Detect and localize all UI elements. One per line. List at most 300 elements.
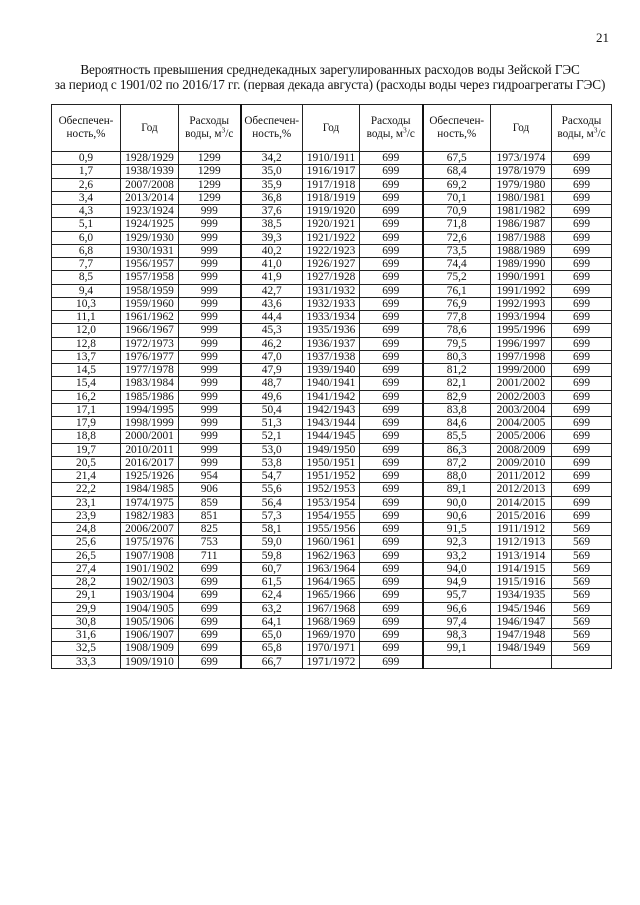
cell-flow: 999	[179, 337, 241, 350]
cell-year: 1929/1930	[121, 231, 179, 244]
cell-year: 2004/2005	[491, 417, 552, 430]
cell-probability: 32,5	[52, 642, 121, 655]
cell-probability: 25,6	[52, 536, 121, 549]
cell-flow: 699	[360, 562, 423, 575]
cell-probability: 45,3	[241, 324, 303, 337]
table-row	[52, 509, 612, 522]
cell-probability: 95,7	[423, 589, 491, 602]
table-row	[52, 589, 612, 602]
cell-probability: 76,9	[423, 297, 491, 310]
cell-probability: 59,8	[241, 549, 303, 562]
cell-probability: 97,4	[423, 615, 491, 628]
cell-probability: 70,1	[423, 191, 491, 204]
document-title	[40, 62, 620, 92]
cell-flow: 699	[360, 297, 423, 310]
cell-probability: 55,6	[241, 483, 303, 496]
cell-flow: 699	[179, 562, 241, 575]
cell-probability: 53,8	[241, 456, 303, 469]
cell-year: 1956/1957	[121, 258, 179, 271]
cell-probability: 79,5	[423, 337, 491, 350]
cell-probability: 27,4	[52, 562, 121, 575]
page-number: 21	[596, 30, 609, 45]
cell-flow: 699	[360, 443, 423, 456]
cell-year: 1959/1960	[121, 297, 179, 310]
cell-year: 1954/1955	[303, 509, 360, 522]
cell-year: 1938/1939	[121, 165, 179, 178]
table-row	[52, 311, 612, 324]
cell-probability: 90,0	[423, 496, 491, 509]
cell-year: 1905/1906	[121, 615, 179, 628]
table-row	[52, 629, 612, 642]
cell-year: 1920/1921	[303, 218, 360, 231]
cell-flow: 999	[179, 364, 241, 377]
cell-flow: 699	[360, 205, 423, 218]
cell-flow: 569	[552, 602, 612, 615]
cell-year: 1922/1923	[303, 244, 360, 257]
cell-flow: 825	[179, 523, 241, 536]
cell-year: 1989/1990	[491, 258, 552, 271]
cell-flow: 999	[179, 244, 241, 257]
table-row	[52, 536, 612, 549]
cell-flow: 753	[179, 536, 241, 549]
cell-year: 1955/1956	[303, 523, 360, 536]
cell-probability: 66,7	[241, 655, 303, 668]
cell-year: 1990/1991	[491, 271, 552, 284]
cell-probability: 70,9	[423, 205, 491, 218]
cell-year: 2014/2015	[491, 496, 552, 509]
cell-probability: 72,6	[423, 231, 491, 244]
cell-flow: 699	[360, 311, 423, 324]
cell-probability: 52,1	[241, 430, 303, 443]
table-row	[52, 443, 612, 456]
cell-flow: 699	[552, 178, 612, 191]
header-flow: Расходы воды, $м^3/с$	[360, 105, 423, 152]
cell-flow: 699	[552, 324, 612, 337]
cell-probability: 36,8	[241, 191, 303, 204]
cell-flow: 1299	[179, 165, 241, 178]
cell-probability: 75,2	[423, 271, 491, 284]
cell-flow: 699	[552, 231, 612, 244]
table-row	[52, 218, 612, 231]
cell-year: 1913/1914	[491, 549, 552, 562]
cell-flow: 699	[552, 271, 612, 284]
cell-probability: 94,9	[423, 576, 491, 589]
cell-flow: 699	[552, 284, 612, 297]
cell-year: 1911/1912	[491, 523, 552, 536]
cell-year	[491, 655, 552, 668]
cell-flow: 711	[179, 549, 241, 562]
cell-flow: 699	[360, 629, 423, 642]
cell-probability: 35,9	[241, 178, 303, 191]
cell-year: 1925/1926	[121, 470, 179, 483]
cell-year: 1983/1984	[121, 377, 179, 390]
cell-flow: 699	[552, 218, 612, 231]
table-row	[52, 483, 612, 496]
cell-probability: 18,8	[52, 430, 121, 443]
cell-flow: 699	[360, 364, 423, 377]
cell-year: 1907/1908	[121, 549, 179, 562]
table-row	[52, 231, 612, 244]
header-year: Год	[491, 105, 552, 152]
cell-year: 1923/1924	[121, 205, 179, 218]
cell-flow: 699	[552, 205, 612, 218]
cell-flow: 569	[552, 549, 612, 562]
cell-probability: 99,1	[423, 642, 491, 655]
cell-probability: 23,9	[52, 509, 121, 522]
cell-year: 2001/2002	[491, 377, 552, 390]
cell-probability: 8,5	[52, 271, 121, 284]
cell-year: 1992/1993	[491, 297, 552, 310]
table-row	[52, 390, 612, 403]
cell-probability: 67,5	[423, 152, 491, 165]
table-row	[52, 205, 612, 218]
cell-flow: 999	[179, 430, 241, 443]
probability-table	[51, 104, 612, 669]
cell-flow: 999	[179, 258, 241, 271]
cell-probability: 30,8	[52, 615, 121, 628]
cell-flow: 954	[179, 470, 241, 483]
cell-probability: 19,7	[52, 443, 121, 456]
cell-year: 1991/1992	[491, 284, 552, 297]
cell-year: 1973/1974	[491, 152, 552, 165]
cell-year: 1957/1958	[121, 271, 179, 284]
cell-flow: 1299	[179, 178, 241, 191]
cell-flow: 699	[552, 403, 612, 416]
cell-year: 1902/1903	[121, 576, 179, 589]
table-row	[52, 576, 612, 589]
cell-year: 2000/2001	[121, 430, 179, 443]
cell-probability: 53,0	[241, 443, 303, 456]
cell-year: 1999/2000	[491, 364, 552, 377]
header-flow: Расходы воды, $м^3/с$	[552, 105, 612, 152]
cell-year: 1948/1949	[491, 642, 552, 655]
cell-flow: 569	[552, 562, 612, 575]
cell-probability: 16,2	[52, 390, 121, 403]
cell-flow: 699	[360, 523, 423, 536]
cell-probability: 80,3	[423, 350, 491, 363]
table-row	[52, 258, 612, 271]
table-row	[52, 655, 612, 668]
cell-year: 1937/1938	[303, 350, 360, 363]
cell-flow: 699	[552, 377, 612, 390]
cell-probability: 96,6	[423, 602, 491, 615]
cell-flow: 999	[179, 297, 241, 310]
cell-year: 1921/1922	[303, 231, 360, 244]
cell-probability: 65,8	[241, 642, 303, 655]
cell-probability: 57,3	[241, 509, 303, 522]
cell-flow: 699	[552, 443, 612, 456]
cell-flow: 699	[360, 655, 423, 668]
cell-probability: 46,2	[241, 337, 303, 350]
cell-flow: 699	[552, 456, 612, 469]
cell-flow: 699	[360, 258, 423, 271]
cell-flow: 699	[552, 337, 612, 350]
cell-probability: 94,0	[423, 562, 491, 575]
cell-probability: 71,8	[423, 218, 491, 231]
cell-flow: 569	[552, 589, 612, 602]
cell-probability: 48,7	[241, 377, 303, 390]
cell-year: 1930/1931	[121, 244, 179, 257]
cell-year: 1936/1937	[303, 337, 360, 350]
cell-flow: 699	[552, 496, 612, 509]
cell-year: 1934/1935	[491, 589, 552, 602]
cell-probability: 84,6	[423, 417, 491, 430]
cell-probability: 60,7	[241, 562, 303, 575]
cell-year: 1903/1904	[121, 589, 179, 602]
cell-year: 1953/1954	[303, 496, 360, 509]
cell-year: 1950/1951	[303, 456, 360, 469]
cell-year: 2005/2006	[491, 430, 552, 443]
cell-year: 1996/1997	[491, 337, 552, 350]
cell-probability: 58,1	[241, 523, 303, 536]
cell-year: 1980/1981	[491, 191, 552, 204]
cell-flow: 699	[552, 364, 612, 377]
cell-year: 1949/1950	[303, 443, 360, 456]
cell-year: 1987/1988	[491, 231, 552, 244]
cell-flow: 699	[552, 509, 612, 522]
cell-flow: 699	[360, 337, 423, 350]
header-year: Год	[121, 105, 179, 152]
cell-probability: 87,2	[423, 456, 491, 469]
cell-year: 2010/2011	[121, 443, 179, 456]
table-row	[52, 165, 612, 178]
cell-probability: 86,3	[423, 443, 491, 456]
cell-year: 1978/1979	[491, 165, 552, 178]
cell-flow: 699	[552, 483, 612, 496]
cell-year: 1906/1907	[121, 629, 179, 642]
cell-year: 2002/2003	[491, 390, 552, 403]
cell-probability: 49,6	[241, 390, 303, 403]
cell-year: 1944/1945	[303, 430, 360, 443]
cell-probability: 31,6	[52, 629, 121, 642]
cell-flow: 699	[360, 390, 423, 403]
cell-year: 1926/1927	[303, 258, 360, 271]
title-line-1: Вероятность превышения среднедекадных зарегулированных расходов воды Зейской ГЭС	[80, 62, 580, 77]
cell-year: 1970/1971	[303, 642, 360, 655]
cell-year: 2003/2004	[491, 403, 552, 416]
table-row	[52, 403, 612, 416]
cell-flow: 859	[179, 496, 241, 509]
cell-year: 1960/1961	[303, 536, 360, 549]
cell-flow: 699	[552, 258, 612, 271]
cell-year: 1935/1936	[303, 324, 360, 337]
cell-probability: 59,0	[241, 536, 303, 549]
cell-probability: 11,1	[52, 311, 121, 324]
cell-flow: 569	[552, 629, 612, 642]
cell-year: 1933/1934	[303, 311, 360, 324]
cell-year: 1962/1963	[303, 549, 360, 562]
cell-year: 1917/1918	[303, 178, 360, 191]
cell-year: 1909/1910	[121, 655, 179, 668]
cell-flow: 569	[552, 523, 612, 536]
cell-year: 1966/1967	[121, 324, 179, 337]
cell-probability: 82,9	[423, 390, 491, 403]
cell-year: 1969/1970	[303, 629, 360, 642]
cell-flow: 999	[179, 218, 241, 231]
cell-flow: 699	[360, 271, 423, 284]
table-row	[52, 470, 612, 483]
cell-probability: 3,4	[52, 191, 121, 204]
cell-flow: 699	[360, 377, 423, 390]
cell-flow: 699	[360, 178, 423, 191]
header-flow: Расходы воды, $м^3/с$	[179, 105, 241, 152]
cell-probability: 93,2	[423, 549, 491, 562]
cell-year: 1984/1985	[121, 483, 179, 496]
cell-flow: 699	[179, 589, 241, 602]
cell-flow: 699	[360, 589, 423, 602]
cell-flow: 999	[179, 350, 241, 363]
cell-year: 1943/1944	[303, 417, 360, 430]
cell-flow: 699	[552, 297, 612, 310]
table-row	[52, 324, 612, 337]
cell-flow: 699	[360, 244, 423, 257]
table-row	[52, 178, 612, 191]
cell-year: 1918/1919	[303, 191, 360, 204]
cell-probability: 73,5	[423, 244, 491, 257]
cell-probability: 92,3	[423, 536, 491, 549]
cell-probability: 9,4	[52, 284, 121, 297]
header-probability: Обеспечен-ность,%	[241, 105, 303, 152]
cell-year: 1958/1959	[121, 284, 179, 297]
cell-flow: 699	[360, 483, 423, 496]
cell-flow: 699	[179, 576, 241, 589]
cell-probability: 38,5	[241, 218, 303, 231]
cell-year: 1928/1929	[121, 152, 179, 165]
table-row	[52, 364, 612, 377]
cell-probability: 37,6	[241, 205, 303, 218]
cell-year: 1982/1983	[121, 509, 179, 522]
cell-probability: 69,2	[423, 178, 491, 191]
table-row	[52, 297, 612, 310]
cell-year: 1914/1915	[491, 562, 552, 575]
cell-probability: 2,6	[52, 178, 121, 191]
cell-probability: 74,4	[423, 258, 491, 271]
table-row	[52, 642, 612, 655]
cell-probability: 4,3	[52, 205, 121, 218]
cell-flow: 699	[360, 470, 423, 483]
cell-flow: 699	[360, 324, 423, 337]
cell-year: 1942/1943	[303, 403, 360, 416]
table-row	[52, 271, 612, 284]
cell-year: 1974/1975	[121, 496, 179, 509]
cell-probability: 21,4	[52, 470, 121, 483]
cell-probability: 76,1	[423, 284, 491, 297]
cell-flow: 699	[179, 602, 241, 615]
cell-probability: 17,9	[52, 417, 121, 430]
cell-year: 1965/1966	[303, 589, 360, 602]
cell-year: 1912/1913	[491, 536, 552, 549]
cell-flow: 699	[179, 655, 241, 668]
cell-flow: 699	[360, 284, 423, 297]
cell-flow: 699	[552, 430, 612, 443]
cell-year: 1968/1969	[303, 615, 360, 628]
cell-year: 1977/1978	[121, 364, 179, 377]
header-probability: Обеспечен-ность,%	[423, 105, 491, 152]
table-row	[52, 549, 612, 562]
cell-flow: 699	[179, 642, 241, 655]
cell-flow: 699	[360, 615, 423, 628]
cell-flow: 999	[179, 443, 241, 456]
cell-year: 2009/2010	[491, 456, 552, 469]
cell-probability: 51,3	[241, 417, 303, 430]
cell-year: 2013/2014	[121, 191, 179, 204]
cell-flow: 699	[360, 350, 423, 363]
cell-probability: 68,4	[423, 165, 491, 178]
cell-year: 2006/2007	[121, 523, 179, 536]
cell-probability: 17,1	[52, 403, 121, 416]
table-row	[52, 337, 612, 350]
cell-flow: 1299	[179, 152, 241, 165]
cell-probability: 14,5	[52, 364, 121, 377]
cell-flow: 699	[360, 218, 423, 231]
cell-probability: 89,1	[423, 483, 491, 496]
cell-flow: 1299	[179, 191, 241, 204]
cell-year: 1946/1947	[491, 615, 552, 628]
cell-year: 1919/1920	[303, 205, 360, 218]
cell-probability: 1,7	[52, 165, 121, 178]
cell-probability: 65,0	[241, 629, 303, 642]
cell-flow: 851	[179, 509, 241, 522]
cell-flow: 699	[360, 403, 423, 416]
cell-year: 1972/1973	[121, 337, 179, 350]
table-row	[52, 377, 612, 390]
cell-year: 1976/1977	[121, 350, 179, 363]
cell-probability: 44,4	[241, 311, 303, 324]
cell-probability: 54,7	[241, 470, 303, 483]
cell-flow: 699	[360, 417, 423, 430]
cell-probability: 24,8	[52, 523, 121, 536]
table-row	[52, 430, 612, 443]
cell-probability: 29,9	[52, 602, 121, 615]
cell-probability: 41,0	[241, 258, 303, 271]
cell-flow: 699	[552, 244, 612, 257]
cell-flow: 569	[552, 615, 612, 628]
cell-flow: 999	[179, 456, 241, 469]
table-row	[52, 350, 612, 363]
cell-year: 1932/1933	[303, 297, 360, 310]
cell-probability: 56,4	[241, 496, 303, 509]
table-row	[52, 523, 612, 536]
cell-probability: 43,6	[241, 297, 303, 310]
cell-flow: 999	[179, 417, 241, 430]
cell-year: 1985/1986	[121, 390, 179, 403]
cell-probability	[423, 655, 491, 668]
cell-probability: 78,6	[423, 324, 491, 337]
cell-year: 2015/2016	[491, 509, 552, 522]
cell-probability: 15,4	[52, 377, 121, 390]
cell-flow	[552, 655, 612, 668]
cell-flow: 699	[552, 191, 612, 204]
cell-flow: 999	[179, 284, 241, 297]
cell-flow: 699	[552, 390, 612, 403]
table-row	[52, 417, 612, 430]
cell-flow: 999	[179, 390, 241, 403]
cell-year: 1931/1932	[303, 284, 360, 297]
table-row	[52, 152, 612, 165]
cell-probability: 35,0	[241, 165, 303, 178]
cell-probability: 82,1	[423, 377, 491, 390]
cell-year: 2007/2008	[121, 178, 179, 191]
cell-flow: 699	[552, 350, 612, 363]
cell-year: 1993/1994	[491, 311, 552, 324]
cell-flow: 999	[179, 231, 241, 244]
table-row	[52, 602, 612, 615]
cell-year: 1975/1976	[121, 536, 179, 549]
cell-year: 1927/1928	[303, 271, 360, 284]
cell-probability: 90,6	[423, 509, 491, 522]
cell-flow: 569	[552, 642, 612, 655]
cell-flow: 699	[360, 191, 423, 204]
